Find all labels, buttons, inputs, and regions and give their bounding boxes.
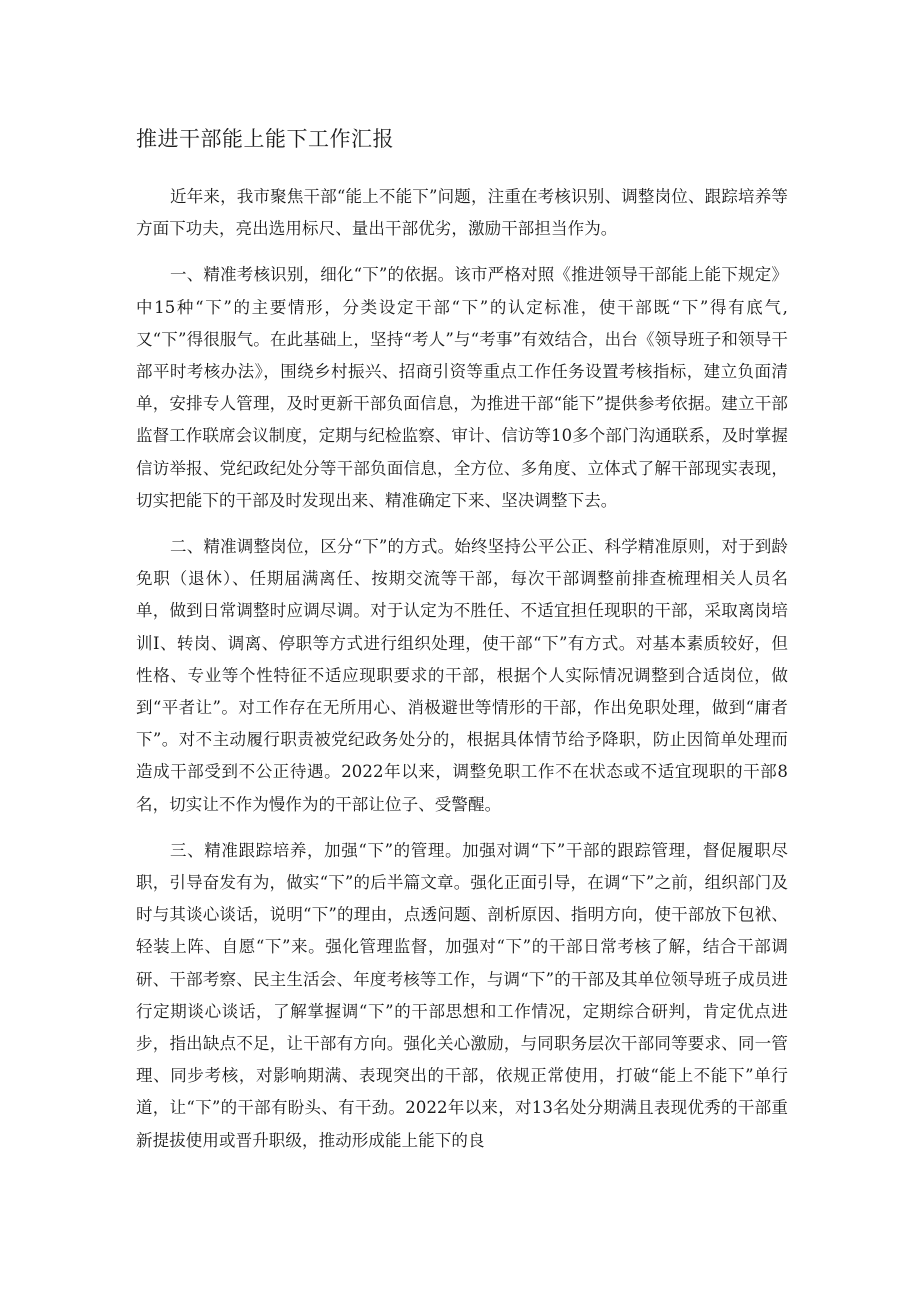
section-3-paragraph: 三、精准跟踪培养，加强“下”的管理。加强对调“下”干部的跟踪管理，督促履职尽职，引导奋发有为，做实“下”的后半篇文章。强化正面引导，在调“下”之前，组织部门及时与其谈心谈话，说明“下”的理由，点透问题、剖析原因、指明方向，使干部放下包袱、轻装上阵、自愿“下”来。强化管理监督，加强对“下”的干部日常考核了解，结合干部调研、干部考察、民主生活会、年度考核等工作，与调“下”的干部及其单位领导班子成员进行定期谈心谈话，了解掌握调“下”的干部思想和工作情况，定期综合研判，肯定优点进步，指出缺点不足，让干部有方向。强化关心激励，与同职务层次干部同等要求、同一管理、同步考核，对影响期满、表现突出的干部，依规正常使用，打破“能上不能下”单行道，让“下”的干部有盼头、有干劲。2022年以来，对13名处分期满且表现优秀的干部重新提拔使用或晋升职级，推动形成能上能下的良 (136, 840, 788, 1150)
section-2-paragraph: 二、精准调整岗位，区分“下”的方式。始终坚持公平公正、科学精准原则，对于到龄免职（退休）、任期届满离任、按期交流等干部，每次干部调整前排查梳理相关人员名单，做到日常调整时应调尽调。对于认定为不胜任、不适宜担任现职的干部，采取离岗培训I、转岗、调离、停职等方式进行组织处理，使干部“下”有方式。对基本素质较好，但性格、专业等个性特征不适应现职要求的干部，根据个人实际情况调整到合适岗位，做到“平者让”。对工作存在无所用心、消极避世等情形的干部，作出免职处理，做到“庸者下”。对不主动履行职责被党纪政务处分的，根据具体情节给予降职，防止因简单处理而造成干部受到不公正待遇。2022年以来，调整免职工作不在状态或不适宜现职的干部8名，切实让不作为慢作为的干部让位子、受警醒。 (136, 537, 788, 814)
document-title: 推进干部能上能下工作汇报 (136, 127, 394, 151)
section-1-paragraph: 一、精准考核识别，细化“下”的依据。该市严格对照《推进领导干部能上能下规定》中15种“下”的主要情形，分类设定干部“下”的认定标准，使干部既“下”得有底气,又“下”得很服气。在此基础上，坚持“考人”与“考事”有效结合，出台《领导班子和领导干部平时考核办法》，围绕乡村振兴、招商引资等重点工作任务设置考核指标，建立负面清单，安排专人管理，及时更新干部负面信息，为推进干部“能下”提供参考依据。建立干部监督工作联席会议制度，定期与纪检监察、审计、信访等10多个部门沟通联系，及时掌握信访举报、党纪政纪处分等干部负面信息，全方位、多角度、立体式了解干部现实表现，切实把能下的干部及时发现出来、精准确定下来、坚决调整下去。 (136, 265, 788, 510)
document-page (136, 124, 788, 1171)
intro-paragraph: 近年来，我市聚焦干部“能上不能下”问题，注重在考核识别、调整岗位、跟踪培养等方面下功夫，亮出选用标尺、量出干部优劣，激励干部担当作为。 (136, 187, 788, 239)
